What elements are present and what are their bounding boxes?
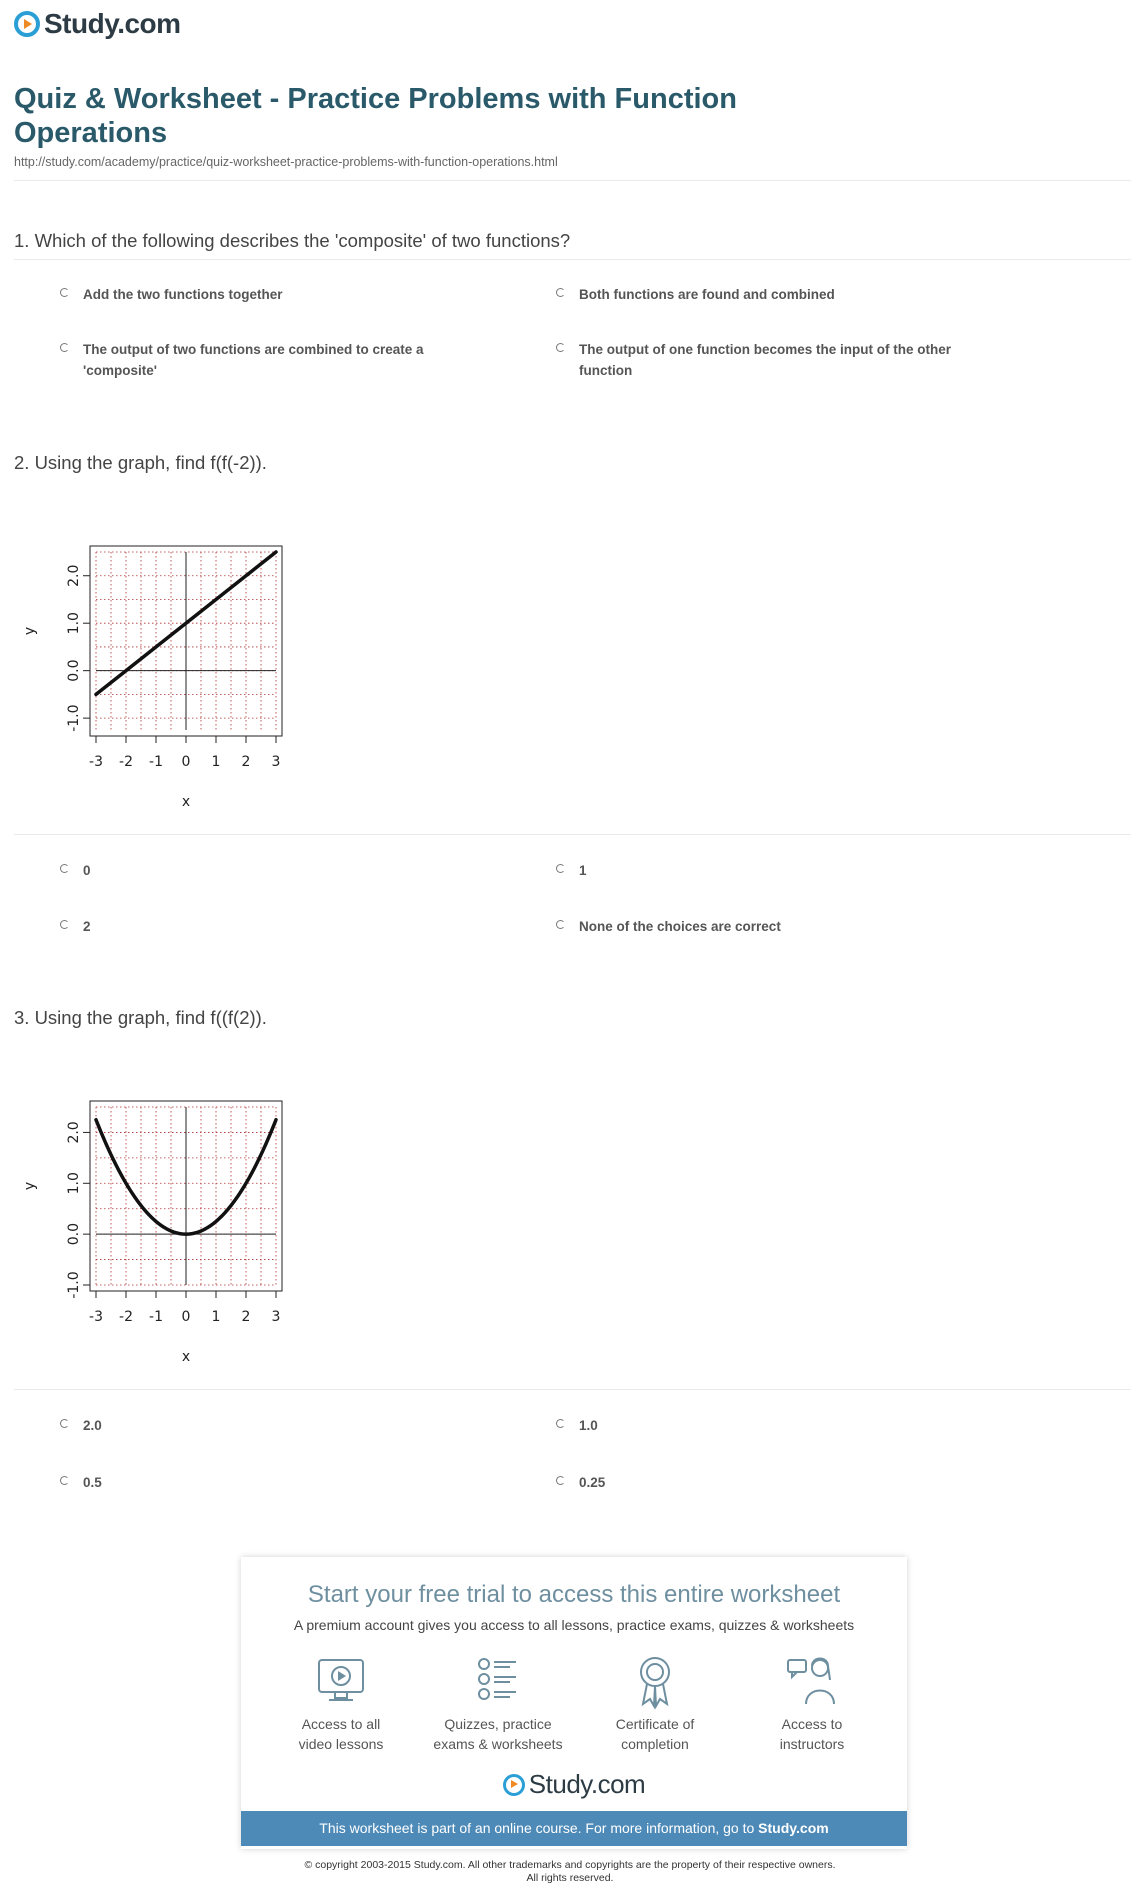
chart-1	[14, 540, 284, 810]
promo-heading[interactable]: Start your free trial to access this entire worksheet	[307, 1581, 841, 1608]
q1-choice-a[interactable]	[60, 284, 490, 305]
question-2-text: 2. Using the graph, find f(f(-2)).	[14, 452, 267, 473]
page-url: http://study.com/academy/practice/quiz-worksheet-practice-problems-with-function-operations.html	[14, 155, 558, 169]
promo-bar-text: This worksheet is part of an online course. For more information, go to	[319, 1820, 759, 1836]
copyright-line1: © copyright 2003-2015 Study.com. All other trademarks and copyrights are the property of their respective owners.	[304, 1859, 836, 1871]
q3-choice-c[interactable]	[60, 1472, 490, 1493]
chart-2-svg	[14, 1095, 284, 1365]
q2-choice-b[interactable]	[556, 860, 986, 881]
chart-2	[14, 1095, 284, 1365]
x-tick-label: 0	[181, 1309, 191, 1325]
study-logo-icon	[14, 11, 40, 37]
q2-choice-c[interactable]	[60, 916, 490, 937]
feature-label-line2: exams & worksheets	[433, 1736, 563, 1752]
feature-label-line2: video lessons	[298, 1736, 384, 1752]
question-3-text: 3. Using the graph, find f((f(2)).	[14, 1007, 267, 1028]
x-tick-label: -3	[89, 1309, 103, 1325]
page-title: Quiz & Worksheet - Practice Problems with Function Operations	[14, 83, 737, 149]
x-tick-label: 1	[211, 1309, 221, 1325]
choice-label: The output of two functions are combined to create a 'composite'	[83, 342, 424, 378]
feature-label-line1: Access to	[781, 1716, 843, 1732]
q1-choice-c[interactable]	[60, 339, 460, 381]
choice-label: 2.0	[83, 1418, 102, 1433]
choice-label: The output of one function becomes the input of the other function	[579, 342, 951, 378]
question-1-text: 1. Which of the following describes the 'composite' of two functions?	[14, 230, 571, 251]
radio-button[interactable]	[556, 288, 565, 297]
divider	[14, 180, 1131, 181]
choice-label: 2	[83, 919, 91, 934]
radio-button[interactable]	[556, 920, 565, 929]
x-tick-label: 0	[181, 754, 191, 770]
radio-button[interactable]	[556, 343, 565, 352]
y-tick-label: 0.0	[66, 659, 82, 682]
q1-choice-d[interactable]	[556, 339, 996, 381]
x-axis-label: x	[181, 794, 191, 810]
radio-button[interactable]	[556, 1476, 565, 1485]
y-tick-label: 0.0	[66, 1223, 82, 1246]
feature-quizzes	[423, 1652, 573, 1754]
q2-choice-a[interactable]	[60, 860, 490, 881]
copyright-line2: All rights reserved.	[526, 1872, 614, 1884]
copyright	[0, 1859, 1140, 1885]
choice-label: 0.5	[83, 1475, 102, 1490]
x-tick-label: 2	[241, 754, 251, 770]
x-tick-label: 3	[271, 754, 281, 770]
q3-choice-d[interactable]	[556, 1472, 986, 1493]
y-tick-label: 2.0	[66, 564, 82, 587]
study-logo[interactable]	[14, 8, 181, 40]
study-link[interactable]: Study.com	[758, 1820, 829, 1836]
x-tick-label: -1	[149, 754, 163, 770]
video-monitor-icon	[313, 1652, 369, 1708]
chart-1-svg	[14, 540, 284, 810]
divider	[14, 834, 1131, 835]
divider	[14, 259, 1131, 260]
y-axis-label: y	[22, 626, 38, 636]
feature-label-line1: Access to all	[301, 1716, 381, 1732]
logo-text: Study.com	[528, 1769, 646, 1799]
choice-label: 1.0	[579, 1418, 598, 1433]
choice-label: Add the two functions together	[83, 287, 283, 302]
instructor-chat-icon	[784, 1652, 840, 1708]
feature-label-line2: instructors	[779, 1736, 845, 1752]
q3-choice-a[interactable]	[60, 1415, 490, 1436]
choice-label: 0.25	[579, 1475, 606, 1490]
promo-info-bar	[241, 1811, 907, 1846]
q1-choice-b[interactable]	[556, 284, 986, 305]
choice-label: None of the choices are correct	[579, 919, 781, 934]
feature-certificate	[580, 1652, 730, 1754]
quiz-list-icon	[470, 1652, 526, 1708]
radio-button[interactable]	[60, 288, 69, 297]
radio-button[interactable]	[556, 864, 565, 873]
y-tick-label: 1.0	[66, 1172, 82, 1195]
y-tick-label: 1.0	[66, 612, 82, 635]
feature-label-line2: completion	[621, 1736, 689, 1752]
y-tick-label: -1.0	[66, 704, 82, 732]
feature-video-lessons	[266, 1652, 416, 1754]
x-tick-label: -2	[119, 754, 133, 770]
radio-button[interactable]	[60, 864, 69, 873]
radio-button[interactable]	[60, 343, 69, 352]
logo-text: Study.com	[44, 8, 181, 39]
feature-instructors	[737, 1652, 887, 1754]
radio-button[interactable]	[60, 920, 69, 929]
x-tick-label: 2	[241, 1309, 251, 1325]
promo-study-logo[interactable]	[241, 1769, 907, 1800]
choice-label: 1	[579, 863, 587, 878]
y-tick-label: 2.0	[66, 1121, 82, 1144]
x-tick-label: -1	[149, 1309, 163, 1325]
promo-subheading: A premium account gives you access to all lessons, practice exams, quizzes & worksheets	[293, 1617, 855, 1633]
y-tick-label: -1.0	[66, 1271, 82, 1299]
certificate-ribbon-icon	[627, 1652, 683, 1708]
q2-choice-d[interactable]	[556, 916, 986, 937]
choice-label: 0	[83, 863, 91, 878]
radio-button[interactable]	[556, 1419, 565, 1428]
free-trial-promo	[241, 1557, 907, 1849]
x-tick-label: -3	[89, 754, 103, 770]
x-tick-label: 3	[271, 1309, 281, 1325]
x-axis-label: x	[181, 1349, 191, 1365]
y-axis-label: y	[22, 1181, 38, 1191]
q3-choice-b[interactable]	[556, 1415, 986, 1436]
x-tick-label: 1	[211, 754, 221, 770]
study-logo-icon	[503, 1774, 525, 1796]
x-tick-label: -2	[119, 1309, 133, 1325]
choice-label: Both functions are found and combined	[579, 287, 835, 302]
radio-button[interactable]	[60, 1419, 69, 1428]
radio-button[interactable]	[60, 1476, 69, 1485]
divider	[14, 1389, 1131, 1390]
feature-label-line1: Certificate of	[615, 1716, 695, 1732]
feature-label-line1: Quizzes, practice	[444, 1716, 552, 1732]
